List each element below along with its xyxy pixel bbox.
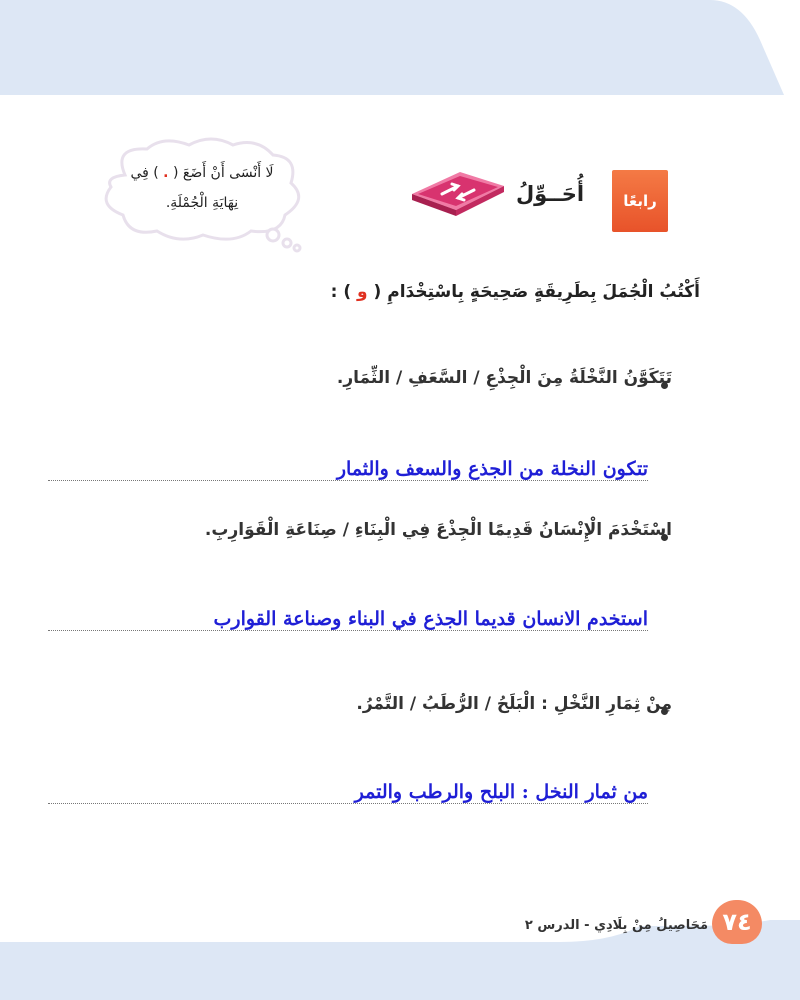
exercise-prompt-3: مِنْ ثِمَارِ النَّخْلِ : الْبَلَحُ / الرُّطَبُ / التَّمْرُ. (356, 694, 672, 714)
instruction-text: أَكْتُبُ الْجُمَلَ بِطَرِيقَةٍ صَحِيحَةٍ بِاسْتِخْدَامِ ( و ) : (330, 282, 700, 302)
page-number-badge (712, 900, 762, 944)
section-badge (612, 170, 668, 232)
book-icon (408, 168, 506, 218)
page-number: ٧٤ (722, 908, 752, 936)
cloud-dot: . (163, 165, 169, 181)
footer-lesson-title: مَحَاصِيلُ مِنْ بِلَادِي - الدرس ٢ (524, 918, 708, 933)
cloud-line-1: لَا أَنْسَى أَنْ أَضَعَ ( . ) فِي (130, 165, 274, 181)
exercise-prompt-2: اسْتَخْدَمَ الْإِنْسَانُ قَدِيمًا الْجِذْعَ فِي الْبِنَاءِ / صِنَاعَةِ الْقَوَارِبِ. (204, 520, 672, 540)
answer-line-3[interactable] (48, 773, 648, 804)
cloud-reminder-text (112, 158, 292, 218)
instruction-waw: و (357, 282, 368, 302)
answer-text-1: تتكون النخلة من الجذع والسعف والثمار (336, 458, 648, 480)
section-badge-label: رابعًا (623, 192, 657, 210)
cloud-line-2: نِهَايَةِ الْجُمْلَةِ. (165, 195, 239, 211)
answer-text-2: استخدم الانسان قديما الجذع في البناء وصناعة القوارب (213, 608, 648, 630)
exercise-prompt-1: تَتَكَوَّنُ النَّخْلَةُ مِنَ الْجِذْعِ / السَّعَفِ / الثِّمَارِ. (336, 368, 672, 388)
section-title: أُحَــوِّلُ (515, 182, 585, 206)
answer-line-1[interactable] (48, 450, 648, 481)
answer-line-2[interactable] (48, 600, 648, 631)
answer-text-3: من ثمار النخل : البلح والرطب والتمر (354, 781, 648, 803)
top-band (0, 0, 800, 95)
